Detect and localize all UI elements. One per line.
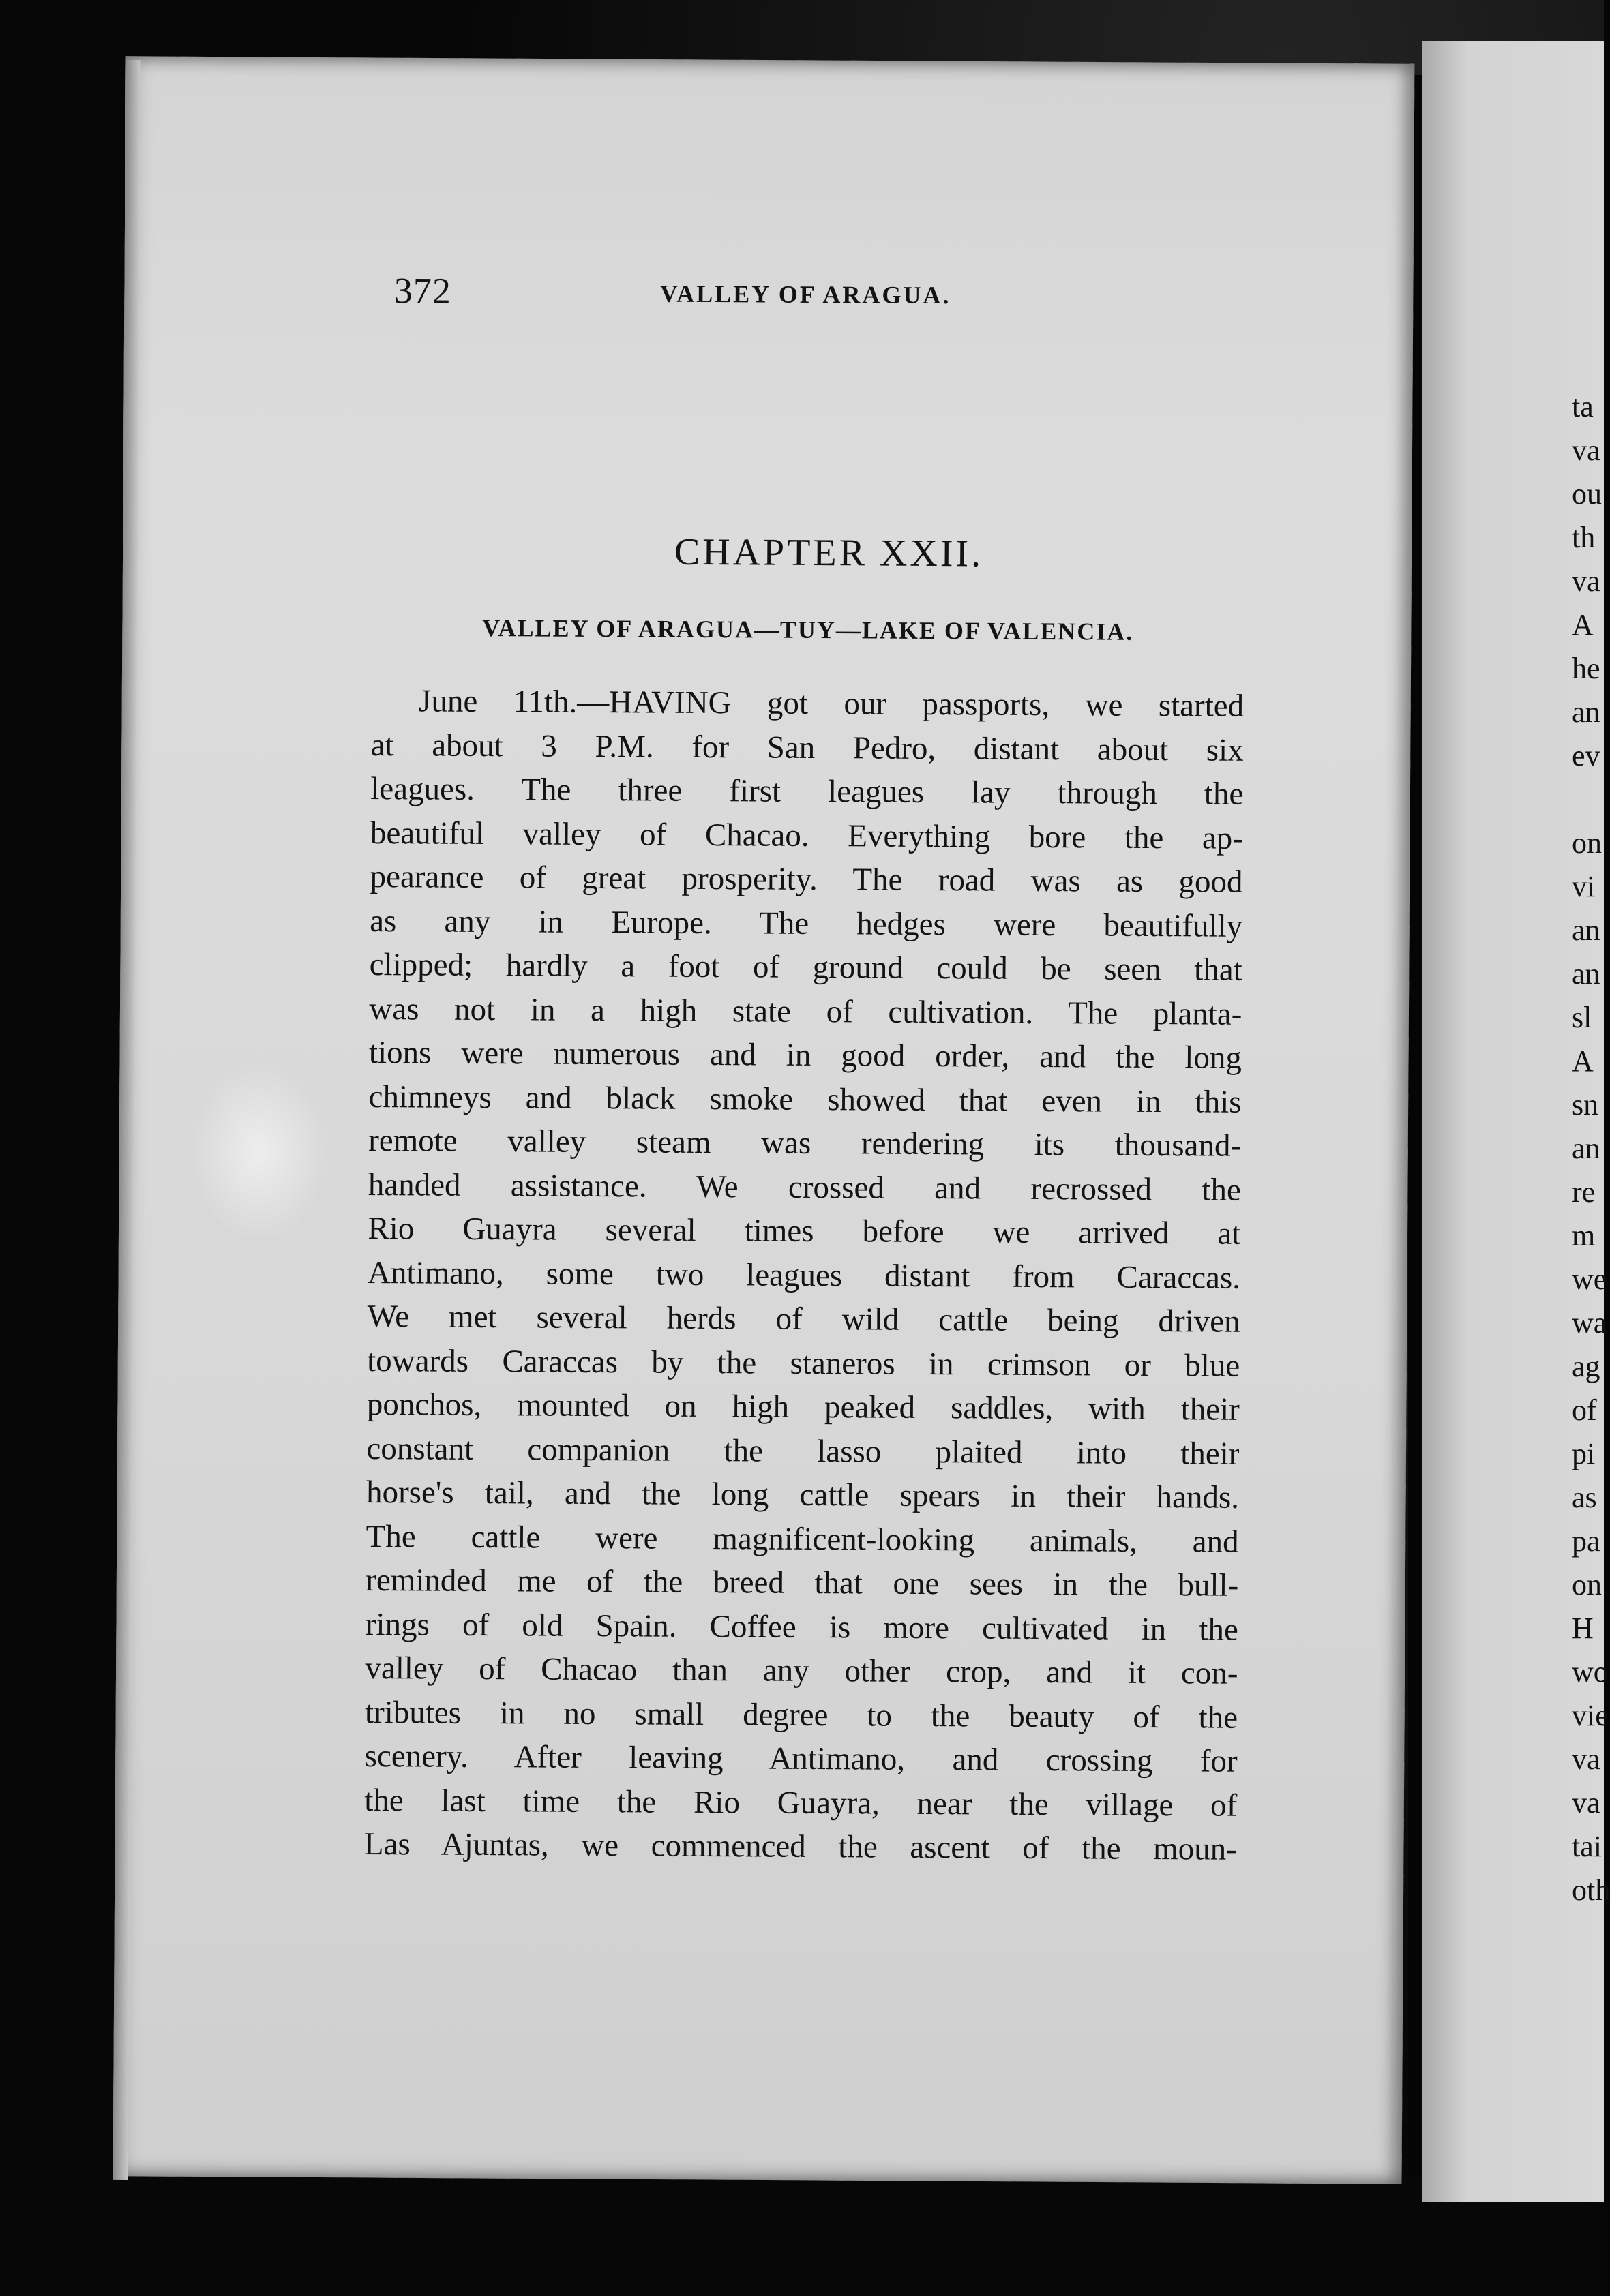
text-line: Las Ajuntas, we commenced the ascent of the moun- [363, 1826, 1238, 1867]
fragment-line: ev [1572, 739, 1600, 772]
text-line: handed assistance. We crossed and recrossed the [368, 1166, 1241, 1208]
text-line: June 11th.—HAVING got our passports, we started [418, 683, 1244, 724]
fragment-line: A [1572, 1044, 1594, 1078]
fragment-line: wa [1572, 1306, 1607, 1340]
text-line: Rio Guayra several times before we arrived at [368, 1210, 1241, 1252]
fragment-line: va [1572, 564, 1600, 598]
fragment-line: pi [1572, 1437, 1596, 1470]
text-line: reminded me of the breed that one sees in the bull- [366, 1562, 1239, 1603]
fragment-line: va [1572, 1742, 1600, 1776]
chapter-title: CHAPTER XXII. [674, 530, 984, 575]
fragment-line: ou [1572, 477, 1602, 511]
text-line: valley of Chacao than any other crop, and it con- [365, 1650, 1238, 1691]
fragment-line: pa [1572, 1524, 1600, 1558]
text-line: the last time the Rio Guayra, near the village of [364, 1782, 1238, 1824]
running-head [374, 269, 1247, 329]
fragment-line: re [1572, 1175, 1596, 1209]
text-line: beautiful valley of Chacao. Everything bore the ap- [370, 815, 1244, 856]
text-line: at about 3 P.M. for San Pedro, distant about six [370, 727, 1244, 768]
fragment-line: H [1572, 1612, 1594, 1645]
page-stain [191, 1063, 327, 1241]
text-line: rings of old Spain. Coffee is more cultivated in the [365, 1606, 1238, 1648]
fragment-line: m [1572, 1219, 1596, 1252]
fragment-line: sn [1572, 1088, 1599, 1121]
text-line: scenery. After leaving Antimano, and crossing for [364, 1738, 1238, 1779]
fragment-line: A [1572, 608, 1594, 641]
text-line: chimneys and black smoke showed that even in this [368, 1078, 1242, 1120]
body-text [364, 679, 1244, 1871]
fragment-line: on [1572, 1568, 1602, 1601]
fragment-line: on [1572, 826, 1602, 860]
fragment-line: sl [1572, 1001, 1592, 1034]
text-line: horse's tail, and the long cattle spears in their hands. [366, 1474, 1240, 1515]
fragment-line: an [1572, 913, 1600, 947]
fragment-line: ta [1572, 390, 1594, 423]
fragment-line: of [1572, 1393, 1597, 1427]
fragment-line: va [1572, 434, 1600, 467]
chapter-subtitle: VALLEY OF ARAGUA—TUY—LAKE OF VALENCIA. [482, 614, 1134, 646]
text-line: as any in Europe. The hedges were beautifully [370, 903, 1243, 944]
page-number: 372 [393, 270, 451, 312]
fragment-line: th [1572, 521, 1596, 554]
fragment-line: oth [1572, 1873, 1610, 1907]
fragment-line: wo [1572, 1655, 1609, 1689]
text-line: clipped; hardly a foot of ground could be seen that [369, 946, 1242, 988]
fragment-line: tai [1572, 1830, 1602, 1863]
fragment-line: va [1572, 1786, 1600, 1819]
text-line: Antimano, some two leagues distant from Caraccas. [367, 1254, 1241, 1296]
fragment-line: an [1572, 1132, 1600, 1165]
fragment-line: an [1572, 695, 1600, 729]
text-line: tions were numerous and in good order, and the long [368, 1034, 1242, 1076]
text-line: ponchos, mounted on high peaked saddles, with their [366, 1386, 1240, 1428]
text-line: was not in a high state of cultivation. The planta- [369, 991, 1242, 1032]
text-line: towards Caraccas by the staneros in crimson or blue [367, 1342, 1240, 1384]
text-line: pearance of great prosperity. The road was as good [370, 858, 1243, 900]
fragment-line: ag [1572, 1350, 1600, 1383]
text-line: We met several herds of wild cattle being driven [367, 1298, 1240, 1340]
facing-page-text [1572, 385, 1610, 1912]
fragment-line: vi [1572, 870, 1596, 903]
text-line: leagues. The three first leagues lay through the [370, 770, 1244, 812]
text-line: The cattle were magnificent-looking animals, and [366, 1518, 1239, 1560]
fragment-line: we [1572, 1263, 1607, 1296]
fragment-line: he [1572, 652, 1600, 685]
fragment-line: as [1572, 1481, 1597, 1514]
fragment-line: vie [1572, 1699, 1609, 1732]
page-text [364, 269, 1247, 1871]
running-title: VALLEY OF ARAGUA. [659, 280, 951, 309]
text-line: remote valley steam was rendering its thousand- [368, 1122, 1242, 1164]
fragment-line [1572, 778, 1610, 821]
fragment-line: an [1572, 957, 1600, 991]
text-line: tributes in no small degree to the beauty of the [364, 1694, 1238, 1736]
text-line: constant companion the lasso plaited into their [366, 1430, 1240, 1472]
